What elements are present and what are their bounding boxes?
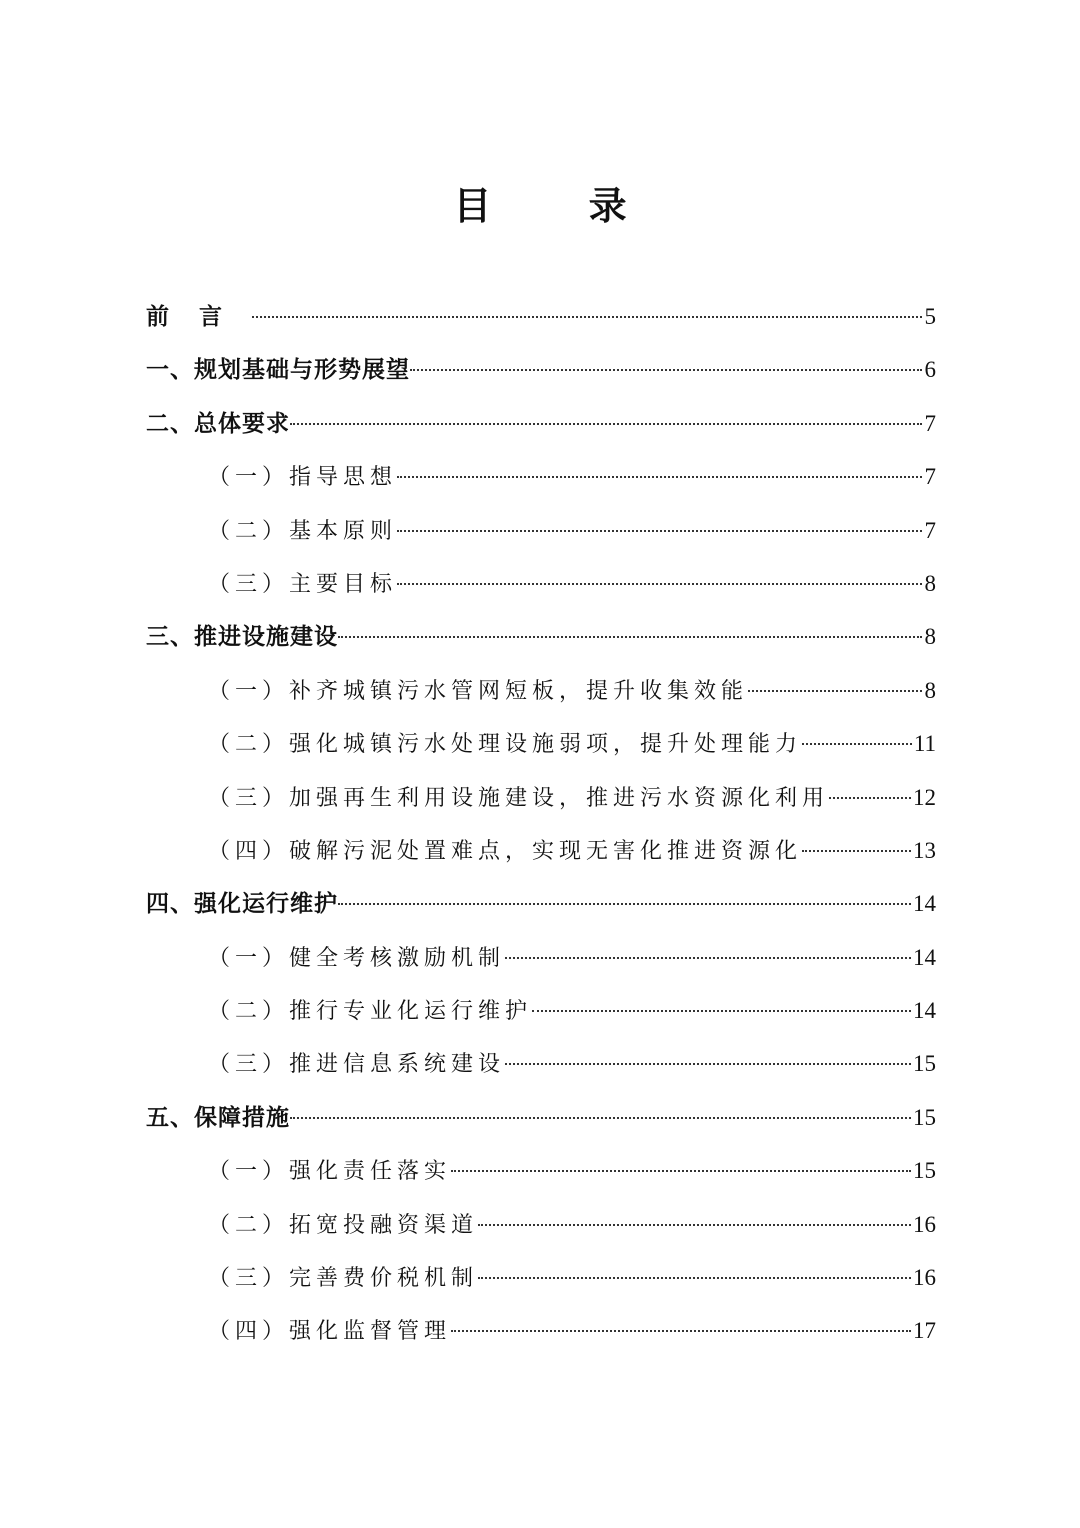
toc-entry[interactable]: [146, 1037, 936, 1090]
dot-leader: [505, 1063, 911, 1065]
dot-leader: [338, 903, 911, 905]
toc-entry-label: 五、保障措施: [146, 1104, 290, 1131]
toc-entry-page-number: 8: [924, 570, 936, 596]
toc-entry-page-number: 15: [913, 1104, 936, 1130]
toc-entry-label: 四、强化运行维护: [146, 891, 338, 918]
toc-entry[interactable]: [146, 450, 936, 503]
dot-leader: [451, 1170, 911, 1172]
toc-entry-page-number: 14: [913, 944, 936, 970]
dot-leader: [478, 1277, 911, 1279]
dot-leader: [397, 476, 922, 478]
toc-entry-label: （二）拓宽投融资渠道: [208, 1212, 479, 1238]
toc-entry-label: （一）补齐城镇污水管网短板，提升收集效能: [208, 678, 749, 704]
toc-entry-page-number: 16: [913, 1265, 936, 1291]
toc-entry-page-number: 7: [924, 464, 936, 490]
toc-entry[interactable]: [146, 1091, 936, 1144]
toc-entry[interactable]: [146, 557, 936, 610]
dot-leader: [397, 530, 922, 532]
toc-entry-label: （二）推行专业化运行维护: [208, 999, 533, 1025]
toc-entry-label: （三）推进信息系统建设: [208, 1052, 506, 1078]
dot-leader: [397, 583, 922, 585]
toc-entry-page-number: 14: [913, 998, 936, 1024]
toc-entry-page-number: 16: [913, 1211, 936, 1237]
toc-entry-page-number: 17: [913, 1318, 936, 1344]
toc-entry-label: （三）完善费价税机制: [208, 1266, 479, 1292]
dot-leader: [290, 1117, 911, 1119]
toc-entry-label: （二）基本原则: [208, 518, 398, 544]
toc-entry[interactable]: [146, 824, 936, 877]
toc-entry-label: 三、推进设施建设: [146, 624, 338, 651]
toc-entry-page-number: 15: [913, 1158, 936, 1184]
dot-leader: [338, 636, 922, 638]
toc-entry[interactable]: [146, 610, 936, 663]
toc-entry-page-number: 5: [924, 304, 936, 329]
toc-entry[interactable]: [146, 931, 936, 984]
dot-leader: [505, 957, 911, 959]
toc-entry-page-number: 8: [924, 624, 936, 650]
toc-entry[interactable]: [146, 1144, 936, 1197]
dot-leader: [478, 1224, 911, 1226]
toc-entry-label: 前言: [146, 304, 252, 330]
table-of-contents: [146, 290, 936, 1358]
toc-entry-label: 一、规划基础与形势展望: [146, 357, 410, 384]
toc-entry-page-number: 8: [924, 677, 936, 703]
toc-entry-page-number: 7: [924, 517, 936, 543]
toc-entry-page-number: 7: [924, 410, 936, 436]
dot-leader: [532, 1010, 911, 1012]
toc-entry-label: （三）加强再生利用设施建设，推进污水资源化利用: [208, 785, 830, 811]
dot-leader: [802, 743, 912, 745]
toc-entry-page-number: 15: [913, 1051, 936, 1077]
toc-entry-label: （二）强化城镇污水处理设施弱项，提升处理能力: [208, 732, 803, 758]
toc-entry[interactable]: [146, 290, 936, 343]
toc-entry[interactable]: [146, 877, 936, 930]
toc-entry-page-number: 13: [913, 837, 936, 863]
toc-entry[interactable]: [146, 664, 936, 717]
toc-entry[interactable]: [146, 984, 936, 1037]
toc-entry[interactable]: [146, 1251, 936, 1304]
dot-leader: [252, 316, 922, 318]
dot-leader: [802, 850, 911, 852]
toc-entry-label: （一）指导思想: [208, 465, 398, 491]
toc-entry[interactable]: [146, 343, 936, 396]
toc-entry-label: （四）强化监督管理: [208, 1319, 452, 1345]
toc-entry-page-number: 11: [913, 731, 936, 757]
dot-leader: [451, 1330, 911, 1332]
toc-entry-label: （四）破解污泥处置难点，实现无害化推进资源化: [208, 838, 803, 864]
dot-leader: [748, 690, 922, 692]
toc-entry[interactable]: [146, 717, 936, 770]
dot-leader: [290, 423, 922, 425]
toc-entry-label: 二、总体要求: [146, 410, 290, 437]
toc-entry[interactable]: [146, 504, 936, 557]
toc-entry-page-number: 14: [913, 891, 936, 917]
toc-entry-label: （三）主要目标: [208, 571, 398, 597]
toc-entry-label: （一）健全考核激励机制: [208, 945, 506, 971]
toc-entry-label: （一）强化责任落实: [208, 1159, 452, 1185]
dot-leader: [410, 369, 922, 371]
toc-entry-page-number: 12: [913, 784, 936, 810]
toc-entry-page-number: 6: [924, 357, 936, 383]
page-title: 目 录: [453, 184, 669, 228]
toc-entry[interactable]: [146, 1304, 936, 1357]
dot-leader: [829, 797, 911, 799]
toc-entry[interactable]: [146, 1198, 936, 1251]
toc-entry[interactable]: [146, 771, 936, 824]
toc-entry[interactable]: [146, 397, 936, 450]
